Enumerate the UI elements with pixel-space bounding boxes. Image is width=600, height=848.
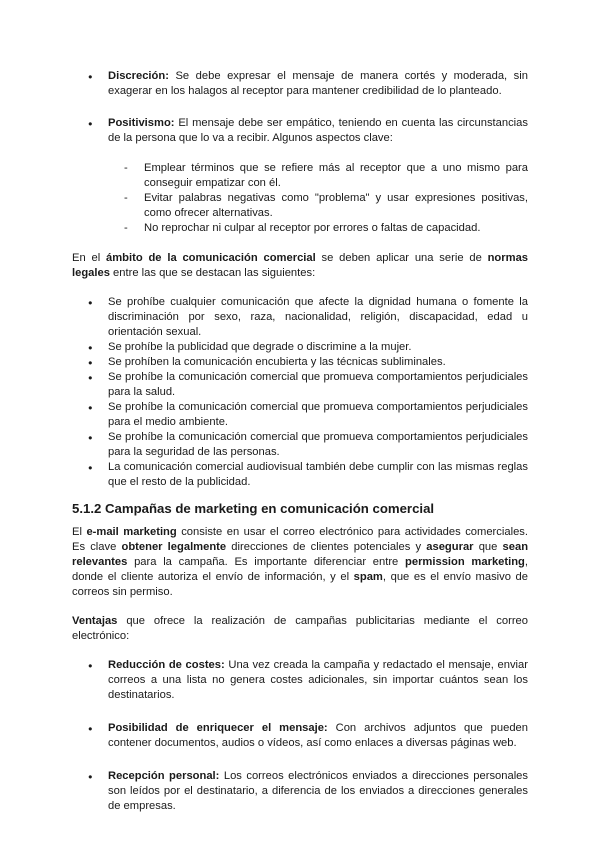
email-marketing-paragraph: El e-mail marketing consiste en usar el correo electrónico para actividades comerciales. Es clave obtener legalmente direcciones de clientes potenciales y asegurar que sean relevantes para la campaña. Es importante diferenciar entre permission marketing, donde el cliente autoriza el envío de información, y el spam, que es el envío masivo de correos sin permiso. (72, 526, 529, 598)
list-item: ● Se prohíbe cualquier comunicación que afecte la dignidad humana o fomente la discriminación por sexo, raza, nacionalidad, religión, discapacidad, edad u orientación sexual. (72, 295, 528, 340)
communication-qualities-list (72, 69, 528, 146)
ventajas-paragraph: Ventajas que ofrece la realización de campañas publicitarias mediante el correo electrónico: (72, 615, 528, 642)
list-item-discrecion: ● Discreción: Se debe expresar el mensaje de manera cortés y moderada, sin exagerar en los halagos al receptor para mantener credibilidad de lo planteado. (72, 69, 528, 99)
intro-paragraph: En el ámbito de la comunicación comercial se deben aplicar una serie de normas legales entre las que se destacan las siguientes: (72, 252, 529, 279)
section-heading: 5.1.2 Campañas de marketing en comunicación comercial (72, 501, 435, 516)
ventajas-list (72, 658, 528, 814)
sublist-item: - No reprochar ni culpar al receptor por errores o faltas de capacidad. (72, 221, 528, 236)
list-item: ● Se prohíbe la comunicación comercial que promueva comportamientos perjudiciales para el medio ambiente. (72, 400, 528, 430)
list-item: ● Se prohíbe la comunicación comercial que promueva comportamientos perjudiciales para la salud. (72, 370, 528, 400)
page-content (72, 69, 528, 814)
list-item: ● Se prohíbe la publicidad que degrade o discrimine a la mujer. (72, 340, 528, 355)
list-item-positivismo: ● Positivismo: El mensaje debe ser empático, teniendo en cuenta las circunstancias de la persona que lo va a recibir. Algunos aspectos clave: (72, 116, 528, 146)
list-item-enriquecer-mensaje: ● Posibilidad de enriquecer el mensaje: Con archivos adjuntos que pueden contener documentos, audios o vídeos, así como enlaces a diversas páginas web. (72, 721, 528, 751)
list-item: ● Se prohíbe la comunicación comercial que promueva comportamientos perjudiciales para la seguridad de las personas. (72, 430, 528, 460)
sublist-item: - Evitar palabras negativas como "problema" y usar expresiones positivas, como ofrecer alternativas. (72, 191, 528, 221)
list-item-recepcion-personal: ● Recepción personal: Los correos electrónicos enviados a direcciones personales son leídos por el destinatario, a diferencia de los enviados a direcciones generales de empresas. (72, 769, 528, 814)
legal-norms-list (72, 295, 528, 490)
list-item-reduccion-costes: ● Reducción de costes: Una vez creada la campaña y redactado el mensaje, enviar correos a una lista no genera costes adicionales, sin importar cuántos sean los destinatarios. (72, 658, 528, 703)
positivismo-sublist (72, 161, 528, 236)
list-item: ● Se prohíben la comunicación encubierta y las técnicas subliminales. (72, 355, 528, 370)
list-item: ● La comunicación comercial audiovisual también debe cumplir con las mismas reglas que el resto de la publicidad. (72, 460, 528, 490)
sublist-item: - Emplear términos que se refiere más al receptor que a uno mismo para conseguir empatizar con él. (72, 161, 528, 191)
